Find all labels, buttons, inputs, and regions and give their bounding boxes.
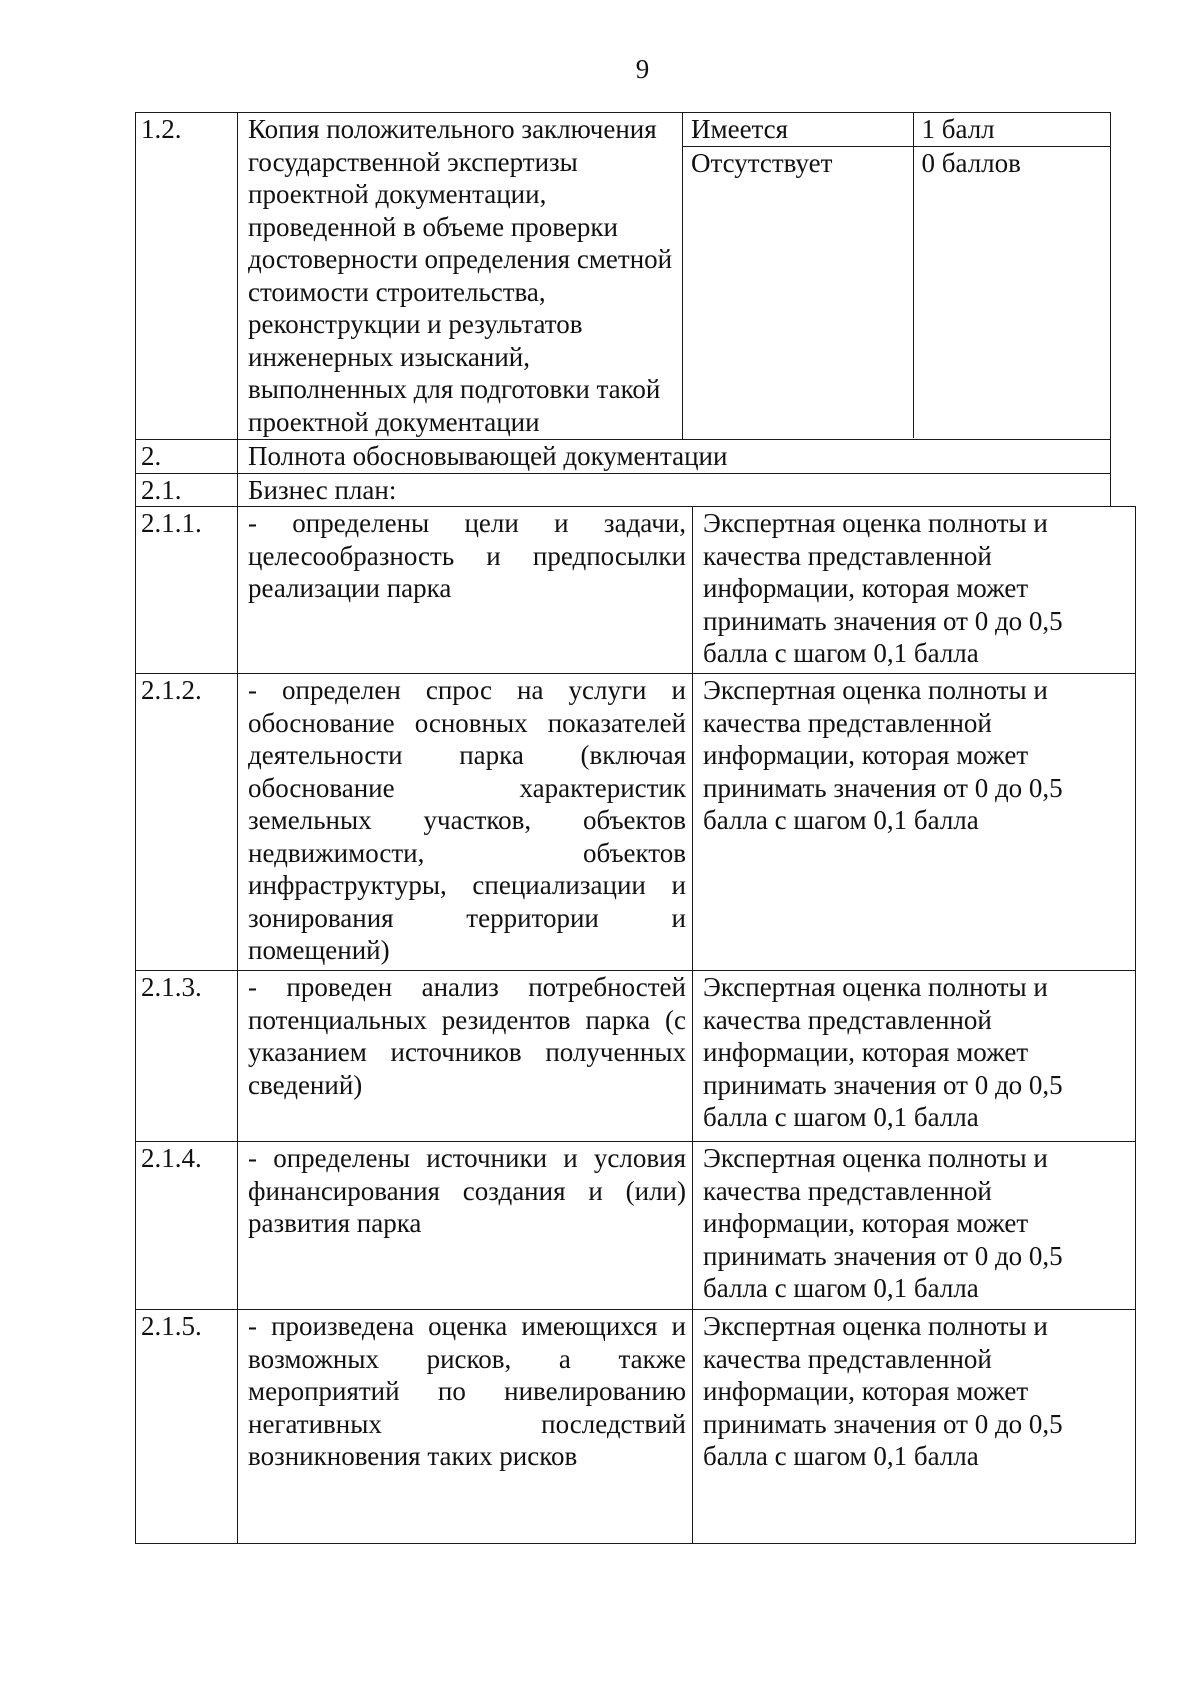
- row-number: 2.1.: [136, 473, 238, 507]
- criterion-text: - произведена оценка имеющихся и возможных рисков, а также мероприятий по нивелированию негативных последствий возникновения таких рисков: [238, 1310, 693, 1544]
- criteria-table-bottom: [135, 506, 1136, 1544]
- criteria-table-top: [135, 112, 1111, 507]
- table-row: [136, 1142, 1136, 1310]
- table-row: [136, 1310, 1136, 1544]
- row-number: 1.2.: [136, 113, 238, 440]
- assessment-text: Экспертная оценка полноты и качества представленной информации, которая может принимать значения от 0 до 0,5 балла с шагом 0,1 балла: [693, 1142, 1136, 1310]
- criterion-text: - определен спрос на услуги и обоснование основных показателей деятельности парка (включая обоснование характеристик земельных участков, объектов недвижимости, объектов инфраструктуры, специализации и зонирования территории и помещений): [238, 674, 693, 971]
- table-row: [136, 507, 1136, 674]
- option-condition: Имеется: [683, 113, 913, 146]
- score-options: [683, 113, 1111, 440]
- section-title: Бизнес план:: [238, 473, 1111, 507]
- row-number: 2.1.3.: [136, 971, 238, 1142]
- table-row-2: [136, 440, 1111, 474]
- option-condition: Отсутствует: [683, 146, 913, 438]
- page-number: 9: [635, 54, 650, 84]
- row-number: 2.1.5.: [136, 1310, 238, 1544]
- assessment-text: Экспертная оценка полноты и качества представленной информации, которая может принимать значения от 0 до 0,5 балла с шагом 0,1 балла: [693, 1310, 1136, 1544]
- criterion-text: - определены цели и задачи, целесообразность и предпосылки реализации парка: [238, 507, 693, 674]
- row-number: 2.1.2.: [136, 674, 238, 971]
- criterion-text: - определены источники и условия финансирования создания и (или) развития парка: [238, 1142, 693, 1310]
- criterion-text: - проведен анализ потребностей потенциальных резидентов парка (с указанием источников полученных сведений): [238, 971, 693, 1142]
- score-option-row: [683, 113, 1111, 146]
- row-number: 2.1.4.: [136, 1142, 238, 1310]
- table-row: [136, 674, 1136, 971]
- option-score: 1 балл: [913, 113, 1111, 146]
- assessment-text: Экспертная оценка полноты и качества представленной информации, которая может принимать значения от 0 до 0,5 балла с шагом 0,1 балла: [693, 674, 1136, 971]
- row-number: 2.1.1.: [136, 507, 238, 674]
- assessment-text: Экспертная оценка полноты и качества представленной информации, которая может принимать значения от 0 до 0,5 балла с шагом 0,1 балла: [693, 507, 1136, 674]
- option-score: 0 баллов: [921, 147, 1021, 178]
- score-option-row: [683, 146, 1111, 438]
- criterion-text: Копия положительного заключения государственной экспертизы проектной документации, проведенной в объеме проверки достоверности определения сметной стоимости строительства, реконструкции и результатов инженерных изысканий, выполненных для подготовки такой проектной документации: [238, 113, 683, 440]
- table-row-1-2: [136, 113, 1111, 440]
- section-title: Полнота обосновывающей документации: [238, 440, 1111, 474]
- row-number: 2.: [136, 440, 238, 474]
- assessment-text: Экспертная оценка полноты и качества представленной информации, которая может принимать значения от 0 до 0,5 балла с шагом 0,1 балла: [693, 971, 1136, 1142]
- score-options-table: [683, 113, 1111, 438]
- table-row-2-1: [136, 473, 1111, 507]
- table-row: [136, 971, 1136, 1142]
